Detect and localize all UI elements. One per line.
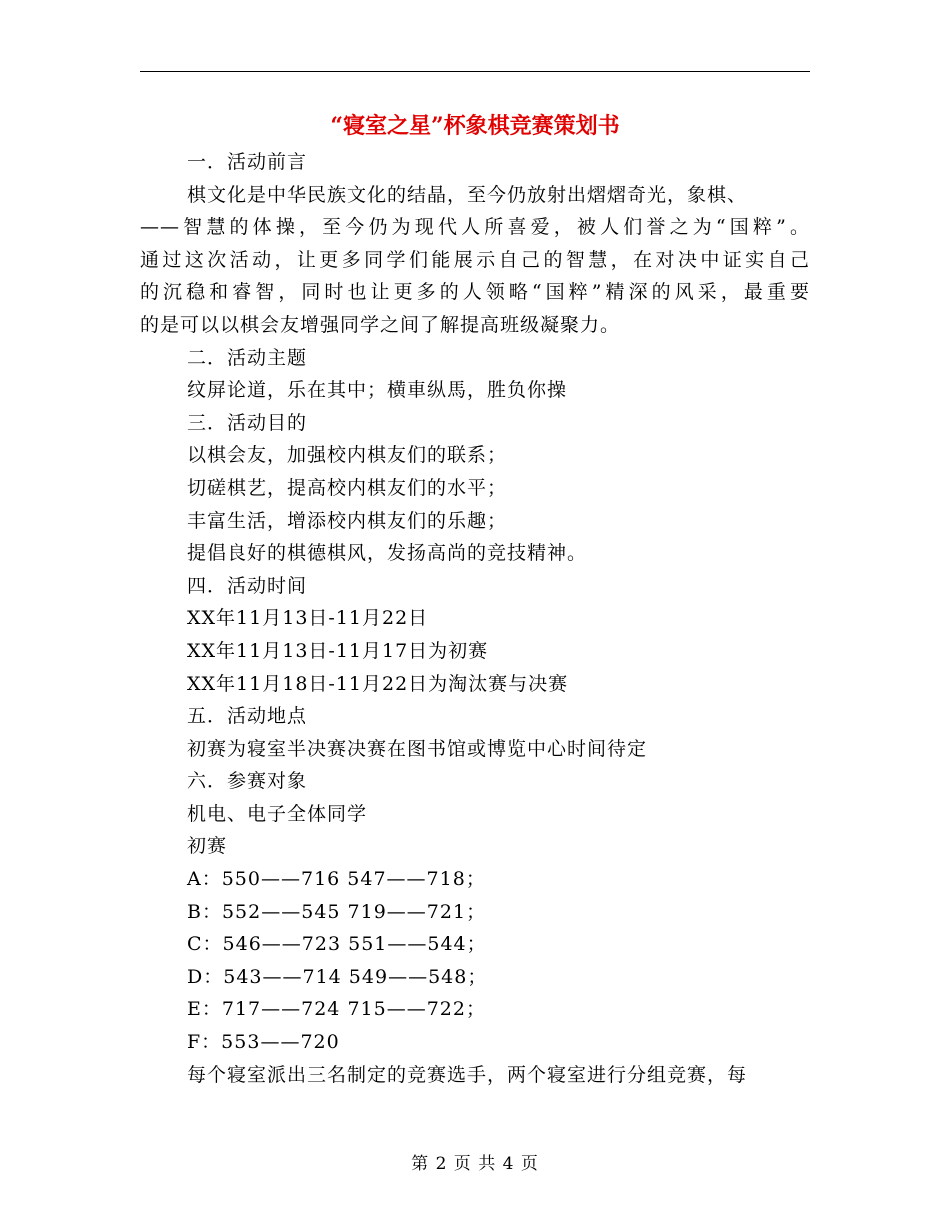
paragraph-line: 每个寝室派出三名制定的竞赛选手，两个寝室进行分组竞赛，每: [187, 1063, 748, 1086]
match-list-item: F：553——720: [187, 1031, 340, 1054]
paragraph-line: 机电、电子全体同学: [187, 802, 368, 825]
list-item: XX年11月13日-11月17日为初赛: [187, 639, 489, 662]
section-heading: 四．活动时间: [187, 574, 308, 597]
paragraph-line: 初赛为寝室半决赛决赛在图书馆或博览中心时间待定: [187, 737, 648, 760]
section-heading: 五．活动地点: [187, 705, 308, 728]
list-item: 丰富生活，增添校内棋友们的乐趣；: [187, 509, 508, 532]
match-list-item: D：543——714 549——548；: [187, 965, 488, 988]
paragraph-line: 通过这次活动，让更多同学们能展示自己的智慧，在对决中证实自己: [140, 248, 810, 271]
section-heading: 一．活动前言: [187, 151, 308, 173]
paragraph-line: 纹屏论道，乐在其中；横車纵馬，胜负你操: [187, 379, 568, 402]
match-list-item: C：546——723 551——544；: [187, 933, 487, 956]
list-item: 以棋会友，加强校内棋友们的联系；: [187, 444, 508, 467]
list-item: 提倡良好的棋德棋风，发扬高尚的竞技精神。: [187, 542, 588, 565]
header-rule: [140, 71, 810, 72]
section-heading: 三．活动目的: [187, 411, 308, 434]
document-title: “寝室之星”杯象棋竞赛策划书: [330, 113, 620, 139]
match-list-item: A：550——716 547——718；: [187, 868, 486, 891]
subheading: 初赛: [187, 835, 228, 858]
match-list-item: E：717——724 715——722；: [187, 998, 486, 1021]
match-list-item: B：552——545 719——721；: [187, 900, 487, 923]
list-item: XX年11月18日-11月22日为淘汰赛与决赛: [187, 672, 569, 695]
paragraph-line: 棋文化是中华民族文化的结晶，至今仍放射出熠熠奇光，象棋、: [187, 183, 748, 206]
document-body: [140, 146, 810, 1091]
page-footer: 第 2 页 共 4 页: [411, 1154, 539, 1174]
paragraph-line: ——智慧的体操，至今仍为现代人所喜爱，被人们誉之为“国粹”。: [140, 216, 810, 239]
paragraph-line: 的是可以以棋会友增强同学之间了解提高班级凝聚力。: [140, 313, 621, 336]
section-heading: 二．活动主题: [187, 346, 308, 369]
section-heading: 六．参赛对象: [187, 770, 308, 793]
paragraph-line: 的沉稳和睿智，同时也让更多的人领略“国粹”精深的风采，最重要: [140, 281, 810, 304]
list-item: 切磋棋艺，提高校内棋友们的水平；: [187, 476, 508, 499]
list-item: XX年11月13日-11月22日: [187, 607, 429, 630]
